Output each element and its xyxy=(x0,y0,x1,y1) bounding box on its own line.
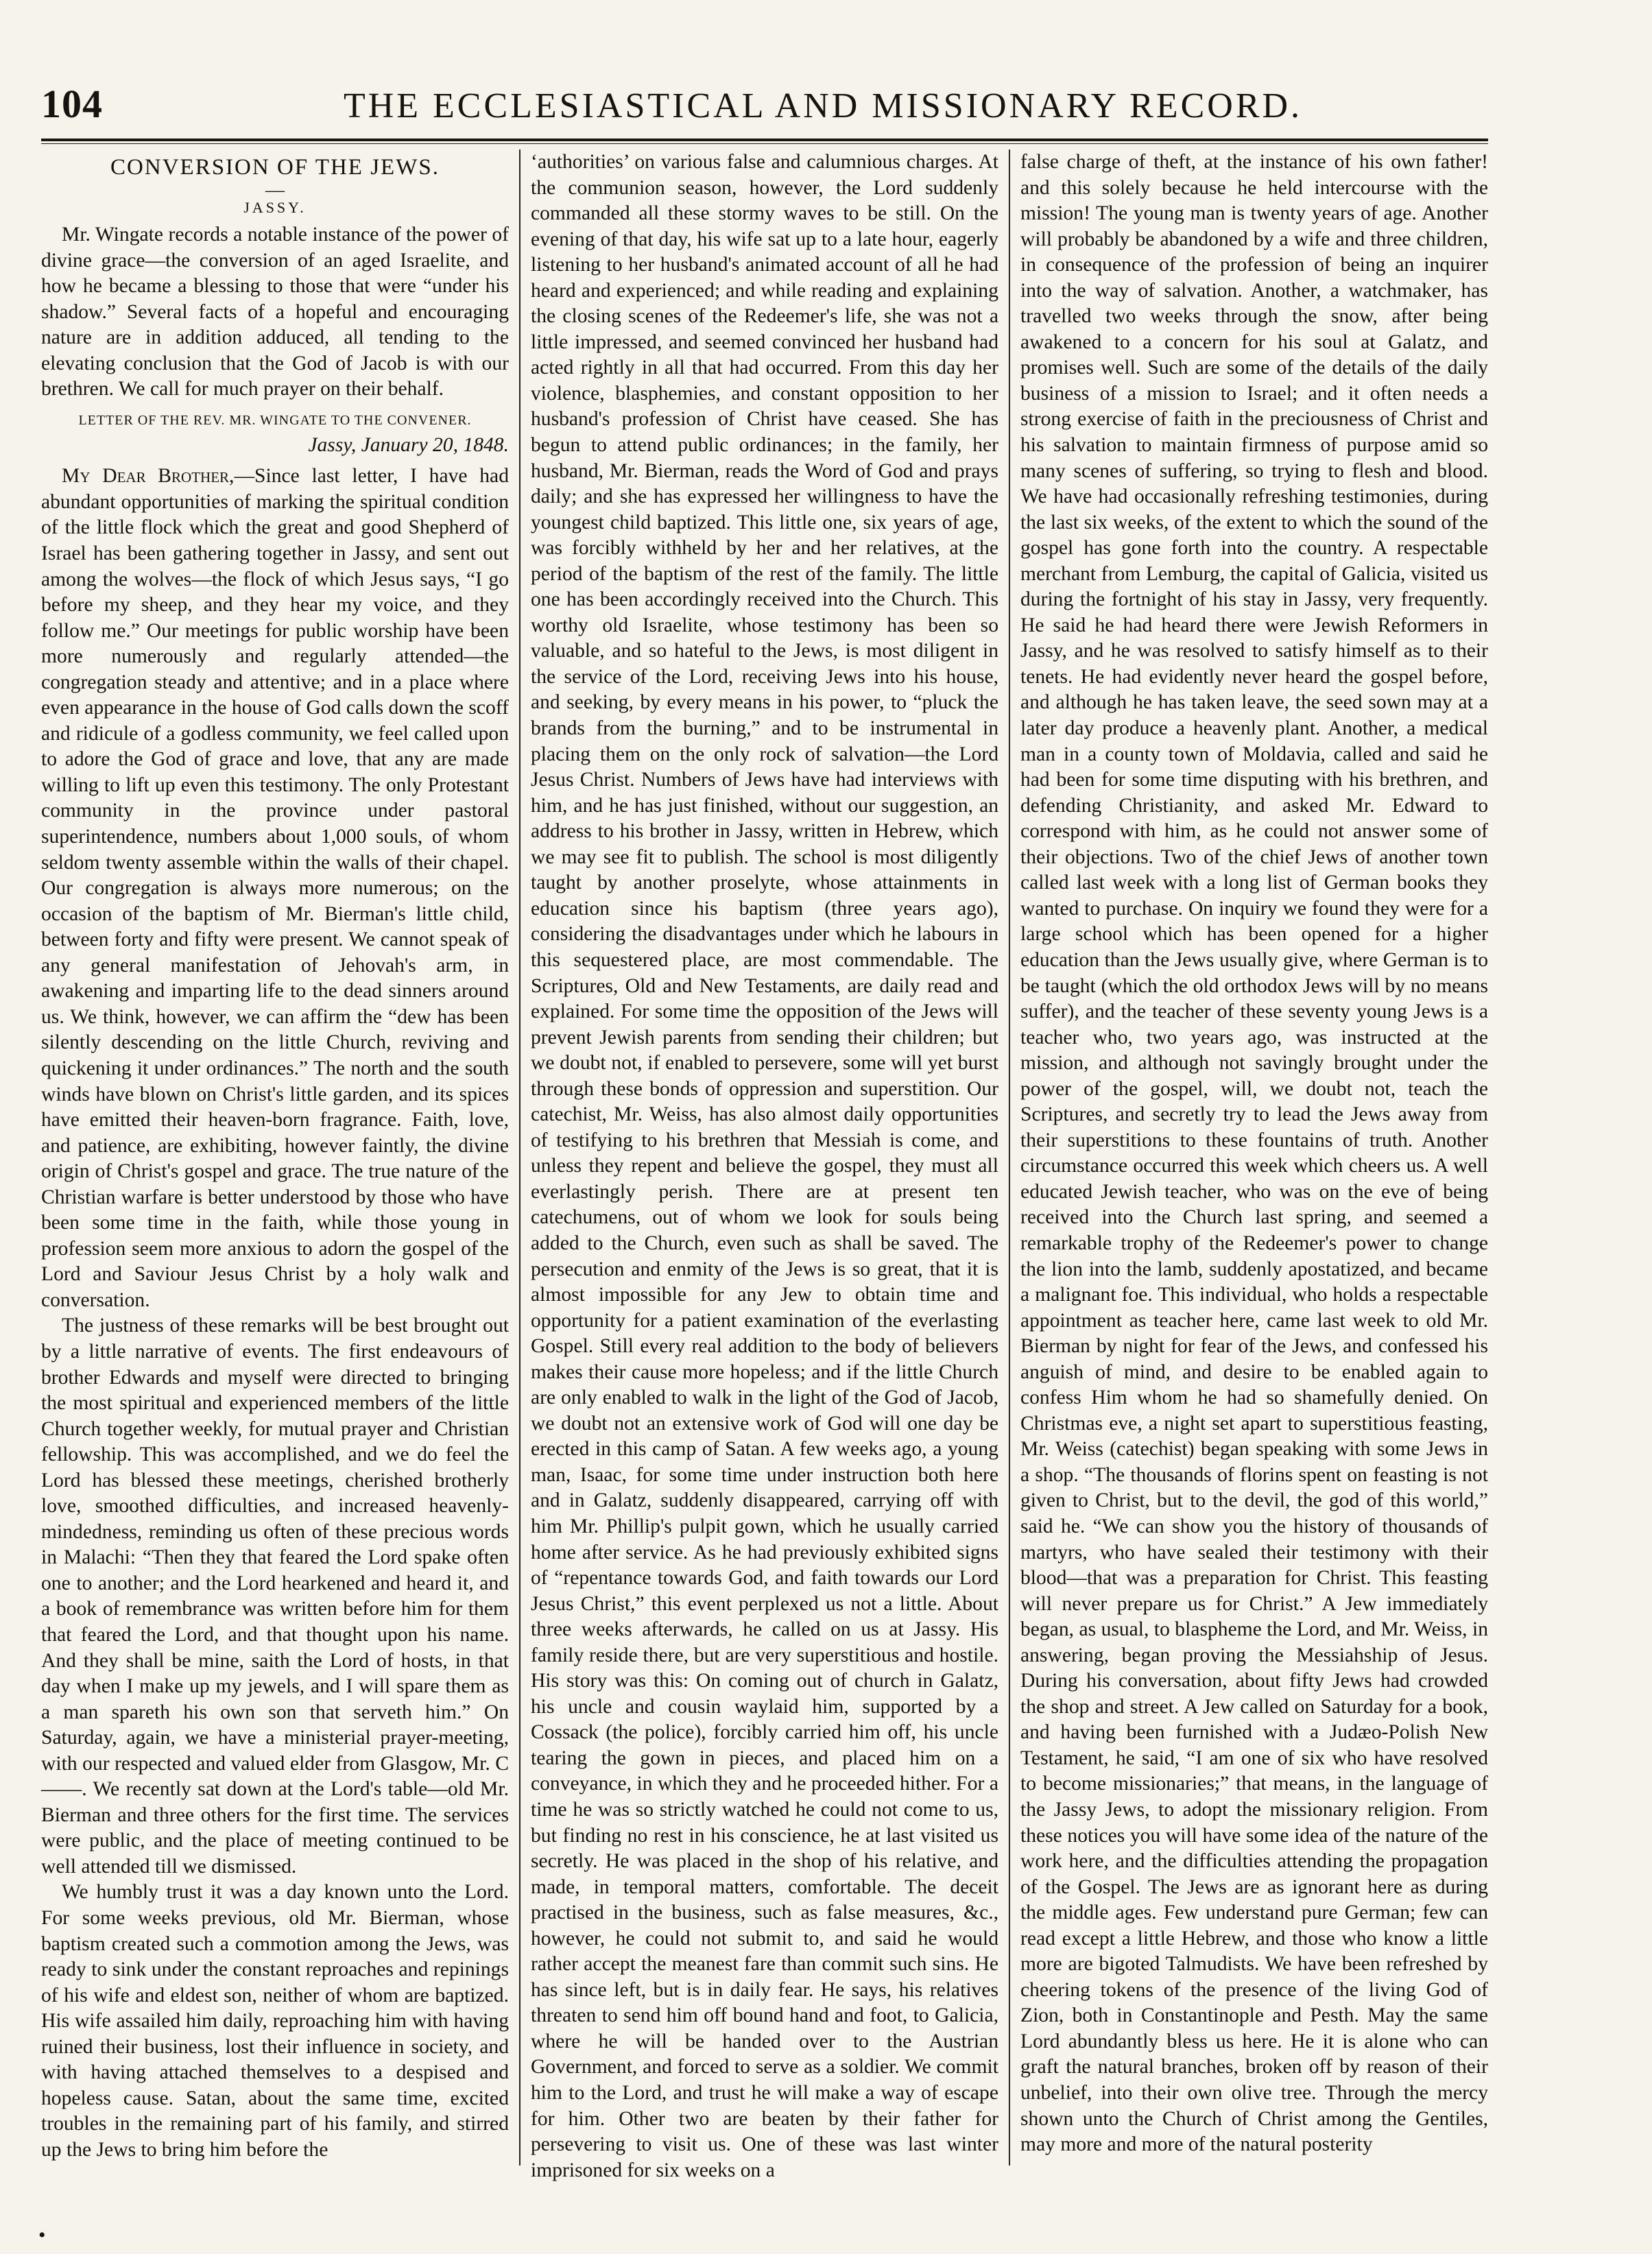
paragraph-3-continued-2: false charge of theft, at the instance of his own father! and this solely because he held intercourse with the mission! The young man is twenty years of age. Another will probably be abandoned by a wife and three children, in consequence of the profession of being an inquirer into the way of salvation. Another, a watchmaker, has travelled two weeks through the snow, after being awakened to a concern for his soul at Galatz, and promises well. Such are some of the details of the daily business of a mission to Israel; and it often needs a strong exercise of faith in the preciousness of Christ and his salvation to maintain firmness of purpose amid so many scenes of suffering, so trying to flesh and blood. We have had occasionally refreshing testimonies, during the last six weeks, of the extent to which the sound of the gospel has gone forth into the country. A respectable merchant from Lemburg, the capital of Galicia, visited us during the fortnight of his stay in Jassy, very frequently. He said he had heard there were Jewish Reformers in Jassy, and he was resolved to satisfy himself as to their tenets. He had evidently never heard the gospel before, and although he has taken leave, the seed sown may at a later day produce a heavenly plant. Another, a medical man in a county town of Moldavia, called and said he had been for some time disputing with his brethren, and defending Christianity, and asked Mr. Edward to correspond with him, as he could not answer some of their objections. Two of the chief Jews of another town called last week with a long list of German books they wanted to purchase. On inquiry we found they were for a large school which has been opened for a higher education than the Jews usually give, where German is to be taught (which the old orthodox Jews will by no means suffer), and the teacher of these seventy young Jews is a teacher who, two years ago, was instructed at the mission, and although not savingly brought under the power of the gospel, will, we doubt not, teach the Scriptures, and secretly try to lead the Jews away from their superstitions to these fountains of truth. Another circumstance occurred this week which cheers us. A well educated Jewish teacher, who was on the eve of being received into the Church last spring, and seemed a remarkable trophy of the Redeemer's power to change the lion into the lamb, suddenly apostatized, and became a malignant foe. This individual, who holds a respectable appointment as teacher here, came last week to old Mr. Bierman by night for fear of the Jews, and confessed his anguish of mind, and desire to be enabled again to confess Him whom he had so shamefully denied. On Christmas eve, a night set apart to superstitious feasting, Mr. Weiss (catechist) began speaking with some Jews in a shop. “The thousands of florins spent on feasting is not given to Christ, but to the devil, the god of this world,” said he. “We can show you the history of thousands of martyrs, who have sealed their testimony with their blood—that was a preparation for Christ. This feasting will never prepare us for Christ.” A Jew immediately began, as usual, to blaspheme the Lord, and Mr. Weiss, in answering, began proving the Messiahship of Jesus. During his conversation, about fifty Jews had crowded the shop and street. A Jew called on Saturday for a book, and having been furnished with a Judæo-Polish New Testament, he said, “I am one of six who have resolved to become missionaries;” that means, in the language of the Jassy Jews, to adopt the missionary religion. From these notices you will have some idea of the nature of the work here, and the difficulties attending the propagation of the Gospel. The Jews are as ignorant here as during the middle ages. Few understand pure German; few can read except a little Hebrew, and those who know a little more are bigoted Talmudists. We have been refreshed by cheering tokens of the presence of the living God of Zion, both in Constantinople and Pesth. May the same Lord abundantly bless us here. He it is alone who can graft the natural branches, broken off by reason of their unbelief, into their own olive tree. Through the mercy shown unto the Church of Christ among the Gentiles, may more and more of the natural posterity xyxy=(1020,151,1488,2156)
paragraph-2: The justness of these remarks will be best brought out by a little narrative of events. The first endeavours of brother Edwards and myself were directed to bringing the most spiritual and experienced members of the little Church together weekly, for mutual prayer and Christian fellowship. This was accomplished, and we do feel the Lord has blessed these meetings, cherished brotherly love, smoothed difficulties, and increased heavenly-mindedness, reminding us often of these precious words in Malachi: “Then they that feared the Lord spake often one to another; and the Lord hearkened and heard it, and a book of remembrance was written before him for them that feared the Lord, and that thought upon his name. And they shall be mine, saith the Lord of hosts, in that day when I make up my jewels, and I will spare them as a man spareth his own son that serveth him.” On Saturday, again, we have a ministerial prayer-meeting, with our respected and valued elder from Glasgow, Mr. C——. We recently sat down at the Lord's table—old Mr. Bierman and three others for the first time. The services were public, and the place of meeting continued to be well attended till we dismissed. xyxy=(41,1315,509,1878)
salutation: My Dear Brother, xyxy=(62,465,235,488)
paragraph-3: We humbly trust it was a day known unto the Lord. For some weeks previous, old Mr. Bierman, whose baptism created such a commotion among the Jews, was ready to sink under the constant reproaches and repinings of his wife and eldest son, neither of whom are baptized. His wife assailed him daily, reproaching him with having ruined their business, lost their influence in society, and with having attached themselves to a despised and hopeless cause. Satan, about the same time, excited troubles in the remaining part of his family, and stirred up the Jews to bring him before the xyxy=(41,1881,509,2161)
letter-heading: LETTER OF THE REV. MR. WINGATE TO THE CONVENER. xyxy=(78,412,472,428)
paragraph-1 xyxy=(41,464,509,1313)
intro-paragraph: Mr. Wingate records a notable instance of the power of divine grace—the conversion of an aged Israelite, and how he became a blessing to those that were “under his shadow.” Several facts of a hopeful and encouraging nature are in addition adduced, all tending to the elevating conclusion that the God of Jacob is with our brethren. We call for much prayer on their behalf. xyxy=(41,224,509,400)
column-1 xyxy=(41,149,509,2166)
column-3 xyxy=(1020,149,1488,2166)
article-columns xyxy=(41,149,1488,2181)
dateline: Jassy, January 20, 1848. xyxy=(308,433,509,456)
paragraph-3-continued: ‘authorities’ on various false and calumnious charges. At the communion season, however, the Lord suddenly commanded all these stormy waves to be still. On the evening of that day, his wife sat up to a late hour, eagerly listening to her husband's animated account of all he had heard and experienced; and while reading and explaining the closing scenes of the Redeemer's life, she was not a little impressed, and seemed convinced her husband had acted rightly in all that had occurred. From this day her violence, blasphemies, and constant opposition to her husband's profession of Christ have ceased. She has begun to attend public ordinances; in the family, her husband, Mr. Bierman, reads the Word of God and prays daily; and she has expressed her willingness to have the youngest child baptized. This little one, six years of age, was forcibly withheld by her and her relatives, at the period of the baptism of the rest of the family. The little one has been accordingly received into the Church. This worthy old Israelite, whose testimony has been so valuable, and so hateful to the Jews, is most diligent in the service of the Lord, receiving Jews into his house, and seeking, by every means in his power, to “pluck the brands from the burning,” and to be instrumental in placing them on the only rock of salvation—the Lord Jesus Christ. Numbers of Jews have had interviews with him, and he has just finished, without our suggestion, an address to his brother in Jassy, written in Hebrew, which we may see fit to publish. The school is most diligently taught by another proselyte, whose attainments in education since his baptism (three years ago), considering the disadvantages under which he labours in this sequestered place, are most commendable. The Scriptures, Old and New Testaments, are daily read and explained. For some time the opposition of the Jews will prevent Jewish parents from sending their children; but we doubt not, if enabled to persevere, some will yet burst through these bonds of oppression and superstition. Our catechist, Mr. Weiss, has also almost daily opportunities of testifying to his brethren that Messiah is come, and unless they repent and believe the gospel, they must all everlastingly perish. There are at present ten catechumens, out of whom we look for souls being added to the Church, even such as shall be saved. The persecution and enmity of the Jews is so great, that it is almost impossible for any Jew to obtain time and opportunity for a patient examination of the everlasting Gospel. Still every real addition to the body of believers makes their cause more hopeless; and if the little Church are only enabled to walk in the light of the God of Jacob, we doubt not an extensive work of God will one day be erected in this camp of Satan. A few weeks ago, a young man, Isaac, for some time under instruction both here and in Galatz, suddenly disappeared, carrying off with him Mr. Phillip's pulpit gown, which he usually carried home after service. As he had previously exhibited signs of “repentance towards God, and faith towards our Lord Jesus Christ,” this event perplexed us not a little. About three weeks afterwards, he called on us at Jassy. His family reside there, but are very superstitious and hostile. His story was this: On coming out of church in Galatz, his uncle and cousin waylaid him, supported by a Cossack (the police), forcibly carried him off, his uncle tearing the gown in pieces, and placed him on a conveyance, in which they and he proceeded hither. For a time he was so strictly watched he could not come to us, but finding no rest in his conscience, he at last visited us secretly. He was placed in the shop of his relative, and made, in temporal matters, comfortable. The deceit practised in the business, such as false measures, &c., however, he could not submit to, and said he would rather accept the meanest fare than commit such sins. He has since left, but is in daily fear. He says, his relatives threaten to send him off bound hand and foot, to Galicia, where he will be handed over to the Austrian Government, and forced to serve as a soldier. We commit him to the Lord, and trust he will make a way of escape for him. Other two are beaten by their father for persevering to visit us. One of these was last winter imprisoned for six weeks on a xyxy=(531,151,998,2181)
page-number: 104 xyxy=(41,82,103,126)
title-dash: — xyxy=(265,180,285,201)
header-rule xyxy=(41,139,1488,144)
column-rule-2 xyxy=(1009,149,1010,2166)
journal-title: THE ECCLESIASTICAL AND MISSIONARY RECORD. xyxy=(343,86,1303,125)
column-rule-1 xyxy=(519,149,520,2166)
page-header xyxy=(41,81,1488,130)
section-title: CONVERSION OF THE JEWS. xyxy=(110,155,440,180)
column-2 xyxy=(531,149,998,2181)
place-heading: JASSY. xyxy=(243,199,307,216)
paragraph-1-text: —Since last letter, I have had abundant opportunities of marking the spiritual condition of the little flock which the great and good Shepherd of Israel has been gathering together in Jassy, and sent out among the wolves—the flock of which Jesus says, “I go before my sheep, and they hear my voice, and they follow me.” Our meetings for public worship have been more numerously and regularly attended—the congregation steady and attentive; and in a place where even appearance in the house of God calls down the scoff and ridicule of a godless community, we feel called upon to adore the God of grace and love, that any are made willing to lift up even this testimony. The only Protestant community in the province under pastoral superintendence, numbers about 1,000 souls, of whom seldom twenty assemble within the walls of their chapel. Our congregation is always more numerous; on the occasion of the baptism of Mr. Bierman's little child, between forty and fifty were present. We cannot speak of any general manifestation of Jehovah's arm, in awakening and imparting life to the dead sinners around us. We think, however, we can affirm the “dew has been silently descending on the little Church, reviving and quickening it under ordinances.” The north and the south winds have blown on Christ's little garden, and its spices have emitted their heaven-born fragrance. Faith, love, and patience, are exhibiting, however faintly, the divine origin of Christ's gospel and grace. The true nature of the Christian warfare is better understood by those who have been some time in the faith, while those young in profession seem more anxious to adorn the gospel of the Lord and Saviour Jesus Christ by a holy walk and conversation. xyxy=(41,465,509,1311)
stray-ink-mark: • xyxy=(38,2224,46,2246)
